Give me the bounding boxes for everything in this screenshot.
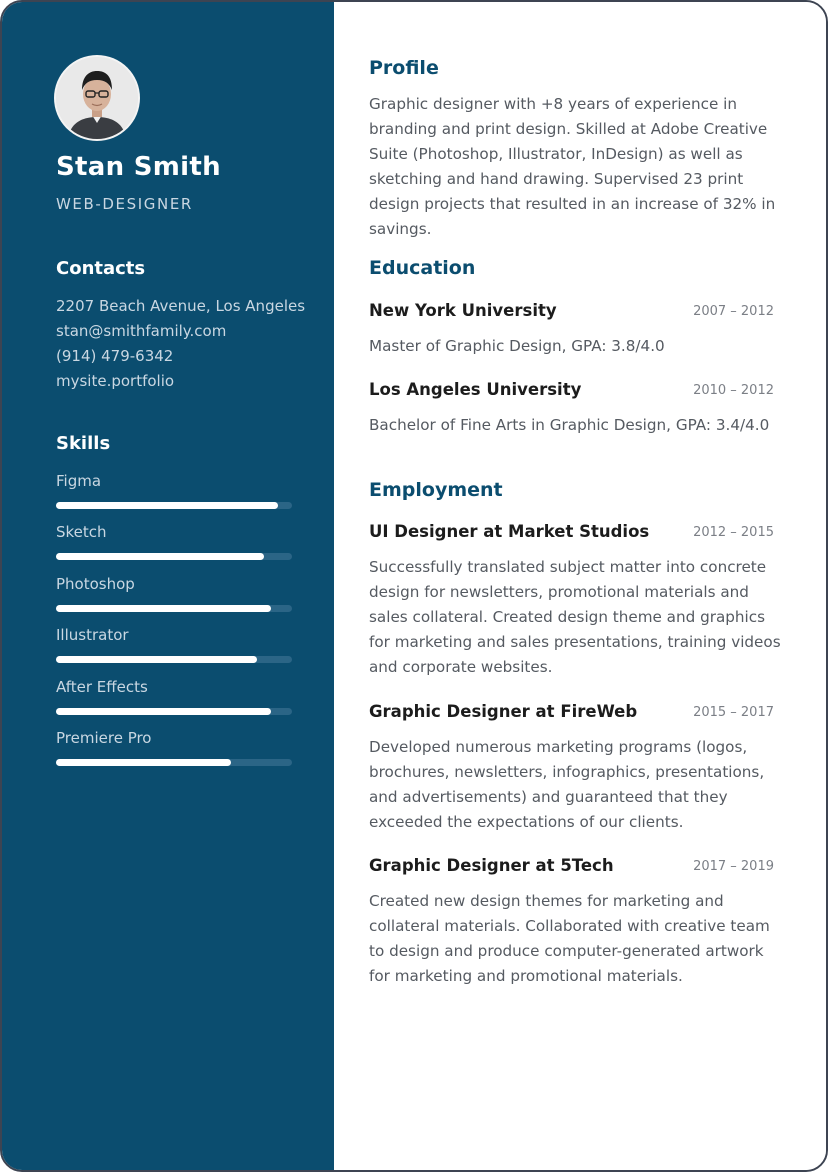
education-dates: 2007 – 2012 xyxy=(693,304,774,319)
contact-email: stan@smithfamily.com xyxy=(56,322,227,340)
job-title: Graphic Designer at 5Tech xyxy=(369,856,614,875)
avatar xyxy=(56,57,138,139)
job-title: Graphic Designer at FireWeb xyxy=(369,702,638,721)
skills-heading: Skills xyxy=(56,433,111,454)
skill-label: Illustrator xyxy=(56,626,129,644)
education-school: Los Angeles University xyxy=(369,380,582,399)
contacts-heading: Contacts xyxy=(56,258,146,279)
main-content xyxy=(334,2,826,1170)
job-dates: 2012 – 2015 xyxy=(693,525,774,540)
education-detail: Master of Graphic Design, GPA: 3.8/4.0 xyxy=(369,337,665,355)
job-dates: 2015 – 2017 xyxy=(693,705,774,720)
job-dates: 2017 – 2019 xyxy=(693,859,774,874)
candidate-name: Stan Smith xyxy=(56,152,221,182)
skill-bar-fill xyxy=(56,605,271,612)
skill-bar-fill xyxy=(56,759,231,766)
education-dates: 2010 – 2012 xyxy=(693,383,774,398)
skill-bar-fill xyxy=(56,553,264,560)
job-title: UI Designer at Market Studios xyxy=(369,522,650,541)
skill-bar xyxy=(56,708,292,715)
skill-bar xyxy=(56,656,292,663)
skill-bar xyxy=(56,759,292,766)
skill-bar-fill xyxy=(56,502,278,509)
skill-bar-fill xyxy=(56,708,271,715)
skill-label: Sketch xyxy=(56,523,107,541)
employment-heading: Employment xyxy=(369,479,503,501)
contact-phone: (914) 479-6342 xyxy=(56,347,174,365)
profile-heading: Profile xyxy=(369,57,439,79)
skill-bar-fill xyxy=(56,656,257,663)
contact-address: 2207 Beach Avenue, Los Angeles xyxy=(56,297,306,315)
sidebar xyxy=(2,2,334,1170)
skill-bar xyxy=(56,605,292,612)
skill-label: Figma xyxy=(56,472,102,490)
job-detail: Created new design themes for marketing and collateral materials. Collaborated with creative team to design and produce computer-generated artwork for marketing and promotional materials. xyxy=(369,892,770,985)
candidate-role: WEB-DESIGNER xyxy=(56,195,193,213)
education-heading: Education xyxy=(369,257,476,279)
skill-label: After Effects xyxy=(56,678,148,696)
skill-label: Photoshop xyxy=(56,575,135,593)
education-detail: Bachelor of Fine Arts in Graphic Design, GPA: 3.4/4.0 xyxy=(369,416,770,434)
job-detail: Developed numerous marketing programs (logos, brochures, newsletters, infographics, presentations, and advertisements) and guaranteed that they exceeded the expectations of our clients. xyxy=(369,738,765,831)
skill-label: Premiere Pro xyxy=(56,729,152,747)
profile-photo xyxy=(56,57,138,139)
contact-website: mysite.portfolio xyxy=(56,372,175,390)
education-school: New York University xyxy=(369,301,557,320)
job-detail: Successfully translated subject matter into concrete design for newsletters, promotional materials and sales collateral. Created design theme and graphics for marketing and sales presentations, training videos and corporate websites. xyxy=(369,558,781,676)
profile-text: Graphic designer with +8 years of experience in branding and print design. Skilled at Adobe Creative Suite (Photoshop, Illustrator, InDesign) as well as sketching and hand drawing. Supervised 23 print design projects that resulted in an increase of 32% in savings. xyxy=(369,95,776,238)
skill-bar xyxy=(56,502,292,509)
skill-bar xyxy=(56,553,292,560)
